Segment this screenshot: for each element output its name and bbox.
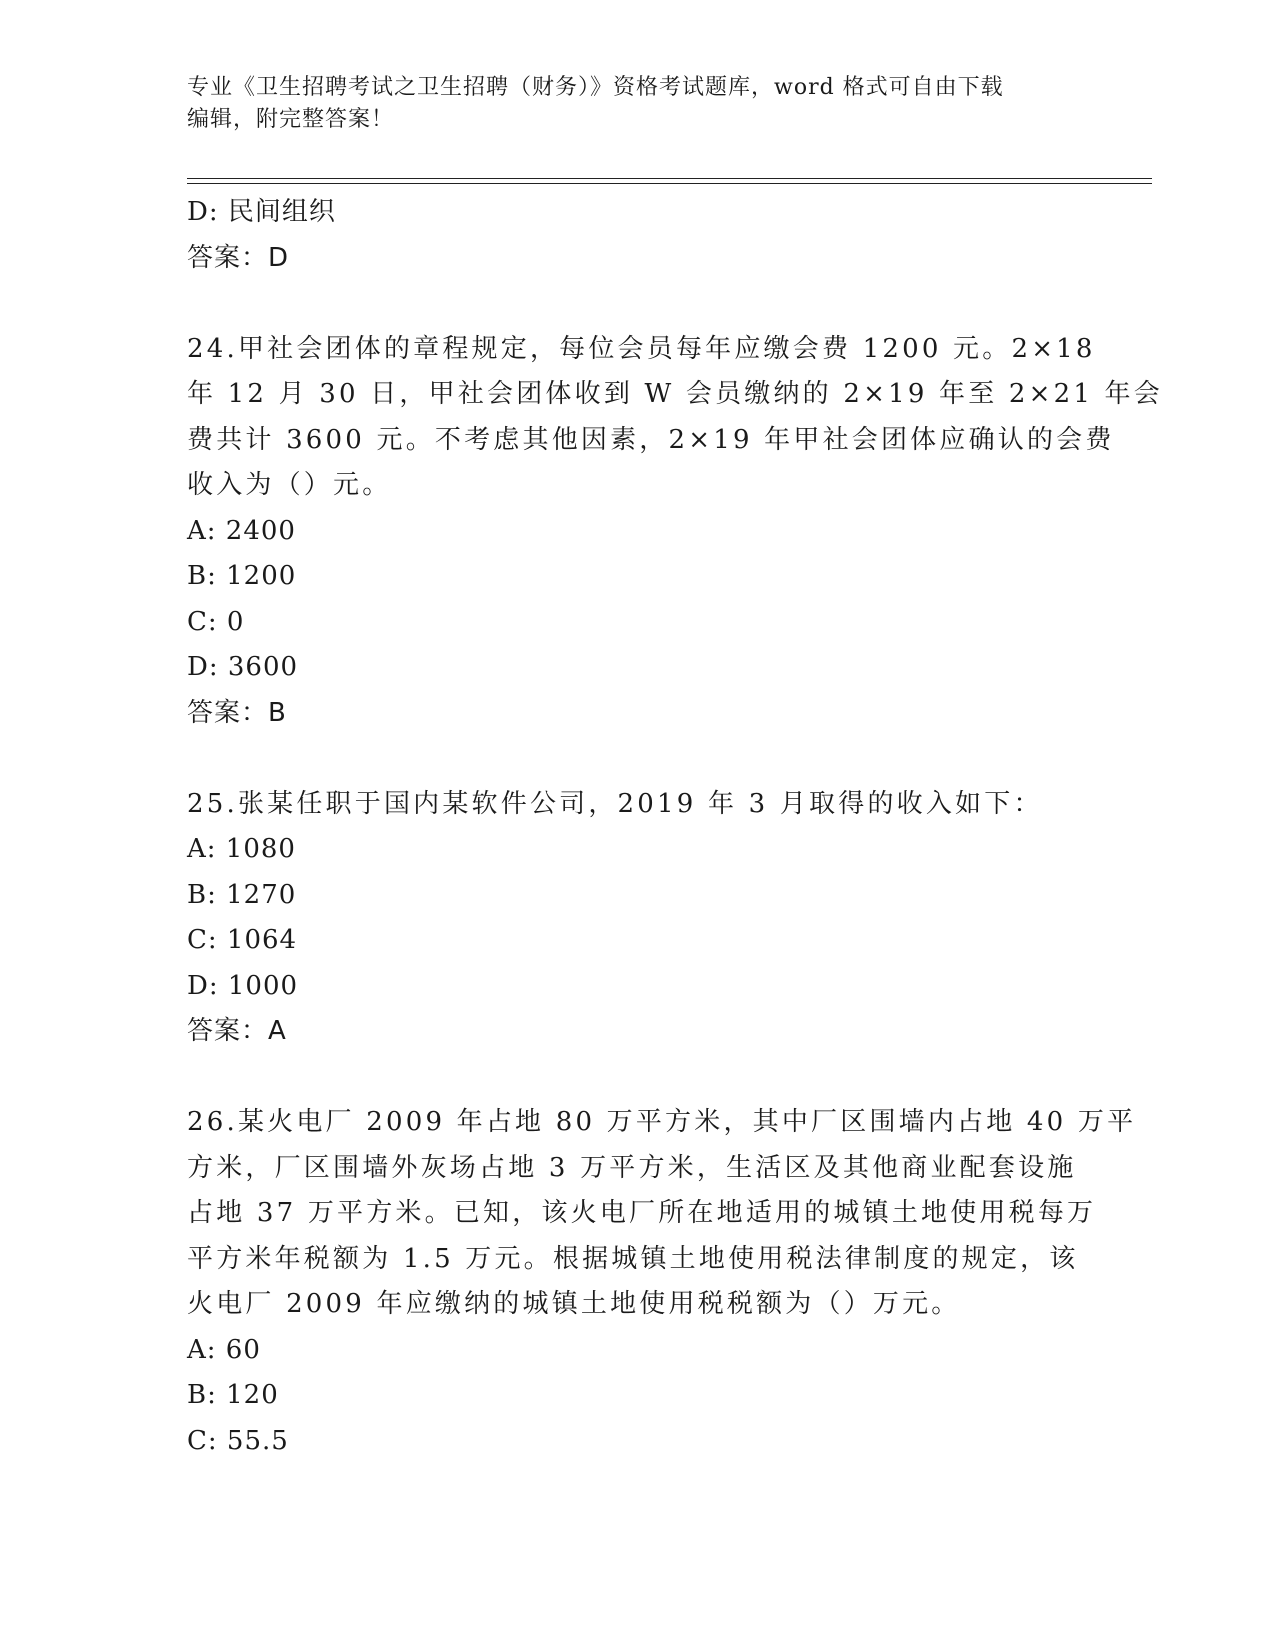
header-divider-top (187, 178, 1152, 179)
question-text-line: 费共计 3600 元。不考虑其他因素，2×19 年甲社会团体应确认的会费 (187, 424, 1115, 455)
answer: 答案：B (187, 697, 287, 728)
option-b: B: 1200 (187, 561, 297, 591)
option-c: C: 1064 (187, 925, 298, 955)
option-c: C: 0 (187, 606, 245, 637)
answer: 答案：A (187, 1016, 287, 1046)
document-header (187, 72, 1067, 136)
option-c: C: 55.5 (187, 1425, 289, 1456)
question-text-line: 平方米年税额为 1.5 万元。根据城镇土地使用税法律制度的规定，该 (187, 1243, 1079, 1274)
spacer (187, 281, 1087, 327)
question-text-line: 占地 37 万平方米。已知，该火电厂所在地适用的城镇土地使用税每万 (187, 1198, 1097, 1228)
question-text-line: 方米，厂区围墙外灰场占地 3 万平方米，生活区及其他商业配套设施 (187, 1152, 1077, 1183)
spacer (187, 736, 1087, 782)
header-line-2: 编辑，附完整答案！ (187, 107, 395, 132)
option-b: B: 1270 (187, 879, 297, 910)
option-a: A: 1080 (187, 834, 296, 864)
question-text-line: 火电厂 2009 年应缴纳的城镇土地使用税税额为（）万元。 (187, 1289, 961, 1319)
document-body (187, 190, 1163, 1464)
option-a: A: 60 (187, 1334, 261, 1365)
question-text-line: 24.甲社会团体的章程规定，每位会员每年应缴会费 1200 元。2×18 (187, 333, 1096, 364)
question-24 (187, 327, 1163, 737)
question-25 (187, 782, 1087, 1055)
question-text-line: 25.张某任职于国内某软件公司，2019 年 3 月取得的收入如下： (187, 788, 1043, 819)
option-d: D: 民间组织 (187, 197, 336, 227)
option-d: D: 3600 (187, 652, 299, 682)
option-a: A: 2400 (187, 515, 296, 546)
question-26 (187, 1100, 1137, 1464)
question-23-tail (187, 190, 1087, 281)
question-text-line: 收入为（）元。 (187, 470, 392, 500)
spacer (187, 1055, 1087, 1101)
header-line-1: 专业《卫生招聘考试之卫生招聘（财务）》资格考试题库，word 格式可自由下载 (187, 75, 1004, 100)
answer: 答案：D (187, 242, 290, 273)
question-text-line: 26.某火电厂 2009 年占地 80 万平方米，其中厂区围墙内占地 40 万平 (187, 1107, 1137, 1137)
question-text-line: 年 12 月 30 日，甲社会团体收到 W 会员缴纳的 2×19 年至 2×21 年会 (187, 379, 1163, 409)
option-d: D: 1000 (187, 970, 299, 1001)
header-divider-bottom (187, 183, 1152, 184)
option-b: B: 120 (187, 1380, 279, 1410)
